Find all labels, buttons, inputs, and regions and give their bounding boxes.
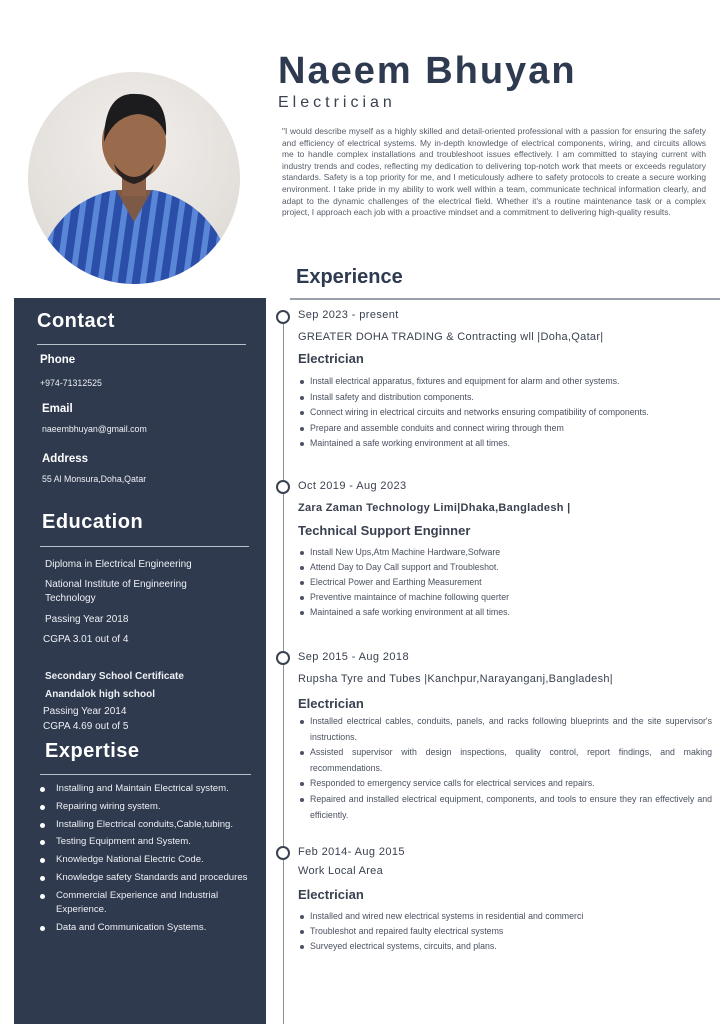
list-item: Install electrical apparatus, fixtures and equipment for alarm and other systems. (298, 374, 724, 390)
experience-divider (290, 298, 720, 300)
job-title: Electrician (298, 887, 364, 902)
email-label: Email (42, 403, 73, 415)
timeline-node-icon (276, 480, 290, 494)
expertise-heading: Expertise (45, 740, 140, 762)
expertise-list (38, 782, 266, 938)
job-date: Sep 2023 - present (298, 309, 399, 321)
list-item: Commercial Experience and Industrial Experience. (38, 889, 266, 917)
list-item: Knowledge safety Standards and procedures (38, 871, 266, 885)
timeline-node-icon (276, 310, 290, 324)
profile-summary: "I would describe myself as a highly skilled and detail-oriented professional with a passion for ensuring the safety and efficiency of electrical systems. My in-depth knowledge of electrical components, wiring, and circuits allows me to handle complex installations and troubleshoot issues effectively. I am committed to staying current with industry trends and codes, reflecting my dedication to delivering top-notch work that meets or exceeds regulatory standards. Safety is a top priority for me, and I meticulously adhere to safety protocols to create a secure working environment. I take pride in my ability to work well within a team, communicate technical information clearly, and adapt to the dynamic challenges of the electrical field. Whether it's a routine maintenance task or a complex project, I approach each job with a proactive mindset and a commitment to delivering high-quality results. (282, 126, 706, 218)
ssc-title: Secondary School Certificate (45, 671, 184, 682)
list-item: Attend Day to Day Call support and Troubleshot. (298, 560, 712, 575)
ssc-cgpa: CGPA 4.69 out of 5 (43, 721, 129, 732)
job-duties (298, 545, 712, 620)
address-label: Address (42, 453, 89, 465)
experience-heading: Experience (296, 266, 403, 288)
job-company: Work Local Area (298, 865, 384, 877)
person-portrait-icon (28, 72, 240, 284)
list-item: Maintained a safe working environment at all times. (298, 605, 712, 620)
candidate-name: Naeem Bhuyan (278, 50, 577, 92)
list-item: Connect wiring in electrical circuits and networks ensuring compatibility of components. (298, 405, 724, 421)
phone-value: +974-71312525 (40, 378, 102, 388)
email-value: naeembhuyan@gmail.com (42, 424, 147, 434)
list-item: Installed electrical cables, conduits, panels, and racks following blueprints and the site supervisor's instructions. (298, 714, 712, 745)
job-duties (298, 714, 712, 823)
institute-name: National Institute of Engineering Technology (45, 579, 187, 604)
list-item: Prepare and assemble conduits and connect wiring through them (298, 421, 724, 437)
job-company: GREATER DOHA TRADING & Contracting wll |Doha,Qatar| (298, 331, 604, 343)
timeline-line (283, 318, 284, 1024)
list-item: Maintained a safe working environment at all times. (298, 436, 724, 452)
education-divider (40, 546, 249, 547)
timeline-node-icon (276, 846, 290, 860)
job-company: Rupsha Tyre and Tubes |Kanchpur,Narayanganj,Bangladesh| (298, 673, 613, 685)
list-item: Electrical Power and Earthing Measurement (298, 575, 712, 590)
timeline-node-icon (276, 651, 290, 665)
list-item: Surveyed electrical systems, circuits, and plans. (298, 939, 712, 954)
sidebar (14, 298, 266, 1024)
job-duties (298, 909, 712, 954)
list-item: Testing Equipment and System. (38, 835, 266, 849)
contact-divider (37, 344, 246, 345)
list-item: Assisted supervisor with design inspections, quality control, report findings, and making recommendations. (298, 745, 712, 776)
profile-photo (28, 72, 240, 284)
phone-label: Phone (40, 354, 76, 366)
list-item: Repairing wiring system. (38, 800, 266, 814)
list-item: Knowledge National Electric Code. (38, 853, 266, 867)
address-value: 55 Al Monsura,Doha,Qatar (42, 474, 147, 484)
list-item: Troubleshot and repaired faulty electrical systems (298, 924, 712, 939)
job-title: Technical Support Enginner (298, 523, 471, 538)
education-heading: Education (42, 511, 144, 533)
list-item: Responded to emergency service calls for electrical services and repairs. (298, 776, 712, 792)
degree-cgpa: CGPA 3.01 out of 4 (43, 634, 129, 645)
job-date: Oct 2019 - Aug 2023 (298, 480, 407, 492)
job-date: Sep 2015 - Aug 2018 (298, 651, 409, 663)
degree-passing-year: Passing Year 2018 (45, 614, 129, 625)
job-date: Feb 2014- Aug 2015 (298, 846, 405, 858)
ssc-passing-year: Passing Year 2014 (43, 706, 127, 717)
job-title: Electrician (298, 351, 364, 366)
list-item: Repaired and installed electrical equipment, components, and tools to ensure they ran effectively and efficiently. (298, 792, 712, 823)
list-item: Preventive maintaince of machine following querter (298, 590, 712, 605)
contact-heading: Contact (37, 310, 115, 332)
list-item: Data and Communication Systems. (38, 921, 266, 935)
job-duties (298, 374, 724, 452)
expertise-divider (40, 774, 251, 775)
list-item: Installing Electrical conduits,Cable,tubing. (38, 818, 266, 832)
school-name: Anandalok high school (45, 689, 156, 700)
list-item: Installing and Maintain Electrical system. (38, 782, 266, 796)
list-item: Install New Ups,Atm Machine Hardware,Sofware (298, 545, 712, 560)
job-title: Electrician (298, 696, 364, 711)
job-company: Zara Zaman Technology Limi|Dhaka,Bangladesh | (298, 502, 571, 514)
list-item: Installed and wired new electrical systems in residential and commerci (298, 909, 712, 924)
degree-name: Diploma in Electrical Engineering (45, 559, 192, 570)
candidate-role: Electrician (278, 94, 396, 111)
list-item: Install safety and distribution components. (298, 390, 724, 406)
